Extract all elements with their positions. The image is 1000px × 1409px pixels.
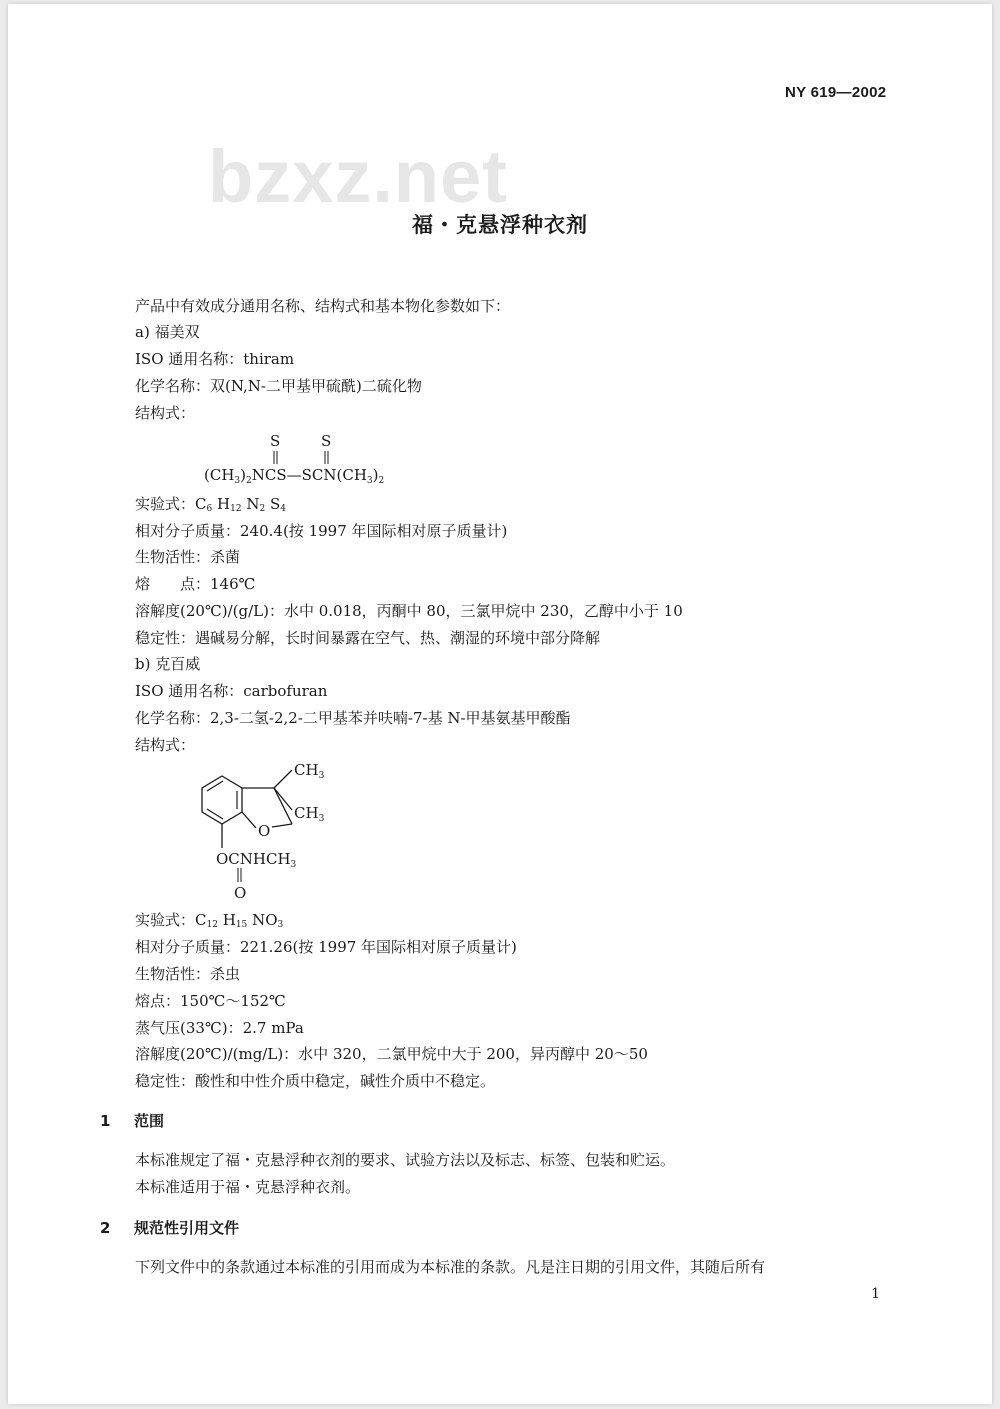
methyl-mid: $CH_3$ xyxy=(294,804,325,824)
carbofuran-chemical-name: 化学名称：2,3-二氢-2,2-二甲基苯并呋喃-7-基 N-甲基氨基甲酸酯 xyxy=(135,709,571,727)
benzene-ring xyxy=(202,776,242,824)
benzene-inner-bond-3 xyxy=(207,809,223,819)
thiram-structure-diagram xyxy=(188,424,448,494)
carbamate-group: $OCNHCH_3$ xyxy=(216,850,297,870)
benzene-inner-bond-1 xyxy=(207,781,223,791)
thiram-molecular-mass: 相对分子质量：240.4(按 1997 年国际相对原子质量计) xyxy=(135,522,508,540)
standard-code: NY 619—2002 xyxy=(785,84,887,101)
ring-oxygen: O xyxy=(258,822,271,840)
carbonyl-oxygen: O xyxy=(234,884,247,902)
section-1-paragraph-2: 本标准适用于福・克悬浮种衣剂。 xyxy=(135,1178,361,1196)
thiram-iso-name: ISO 通用名称：thiram xyxy=(135,350,295,368)
thiram-melting-point: 熔 点：146℃ xyxy=(135,575,256,593)
furan-bond-bottom xyxy=(272,824,292,827)
intro-text: 产品中有效成分通用名称、结构式和基本物化参数如下： xyxy=(135,297,511,315)
section-2-paragraph-1: 下列文件中的条款通过本标准的引用而成为本标准的条款。凡是注日期的引用文件，其随后所有 xyxy=(135,1258,766,1276)
carbofuran-structure-label: 结构式： xyxy=(135,736,196,754)
thiram-sulfur-2: S xyxy=(321,432,332,450)
methyl-bond-top xyxy=(274,770,292,788)
carbofuran-bio-activity: 生物活性：杀虫 xyxy=(135,965,241,983)
thiram-solubility: 溶解度(20℃)/(g/L)：水中 0.018，丙酮中 80，三氯甲烷中 230，乙醇中小于 10 xyxy=(135,602,683,620)
carbofuran-iso-name: ISO 通用名称：carbofuran xyxy=(135,682,328,700)
thiram-heading: a) 福美双 xyxy=(135,323,200,341)
carbofuran-solubility: 溶解度(20℃)/(mg/L)：水中 320，二氯甲烷中大于 200，异丙醇中 20～50 xyxy=(135,1045,648,1063)
section-1-paragraph-1: 本标准规定了福・克悬浮种衣剂的要求、试验方法以及标志、标签、包装和贮运。 xyxy=(135,1151,676,1169)
thiram-stability: 稳定性：遇碱易分解，长时间暴露在空气、热、潮湿的环境中部分降解 xyxy=(135,629,601,647)
document-title: 福・克悬浮种衣剂 xyxy=(412,213,588,237)
carbofuran-molecular-mass: 相对分子质量：221.26(按 1997 年国际相对原子质量计) xyxy=(135,938,517,956)
furan-bond-left xyxy=(242,812,256,828)
carbofuran-vapor-pressure: 蒸气压(33℃)：2.7 mPa xyxy=(135,1019,304,1037)
methyl-top: $CH_3$ xyxy=(294,761,325,781)
carbofuran-structure-diagram xyxy=(188,752,368,908)
thiram-bio-activity: 生物活性：杀菌 xyxy=(135,548,241,566)
thiram-empirical-formula: 实验式：$C_6$ $H_{12}$ $N_2$ $S_4$ xyxy=(135,495,286,514)
thiram-structure-label: 结构式： xyxy=(135,404,196,422)
page-number: 1 xyxy=(871,1286,880,1302)
section-2-heading: 2 规范性引用文件 xyxy=(100,1219,240,1237)
section-1-heading: 1 范围 xyxy=(100,1112,165,1130)
thiram-chemical-name: 化学名称：双(N,N-二甲基甲硫酰)二硫化物 xyxy=(135,377,422,395)
thiram-sulfur-1: S xyxy=(270,432,281,450)
watermark: bzxz.net xyxy=(208,135,508,218)
thiram-structure-text: $(CH_3)_2NCS—SCN(CH_3)_2$ xyxy=(204,466,385,486)
carbofuran-heading: b) 克百威 xyxy=(135,655,201,673)
carbofuran-stability: 稳定性：酸性和中性介质中稳定，碱性介质中不稳定。 xyxy=(135,1072,496,1090)
carbofuran-empirical-formula: 实验式：$C_{12}$ $H_{15}$ $NO_3$ xyxy=(135,911,284,930)
document-page xyxy=(8,4,992,1404)
carbofuran-melting-point: 熔点：150℃～152℃ xyxy=(135,992,286,1010)
